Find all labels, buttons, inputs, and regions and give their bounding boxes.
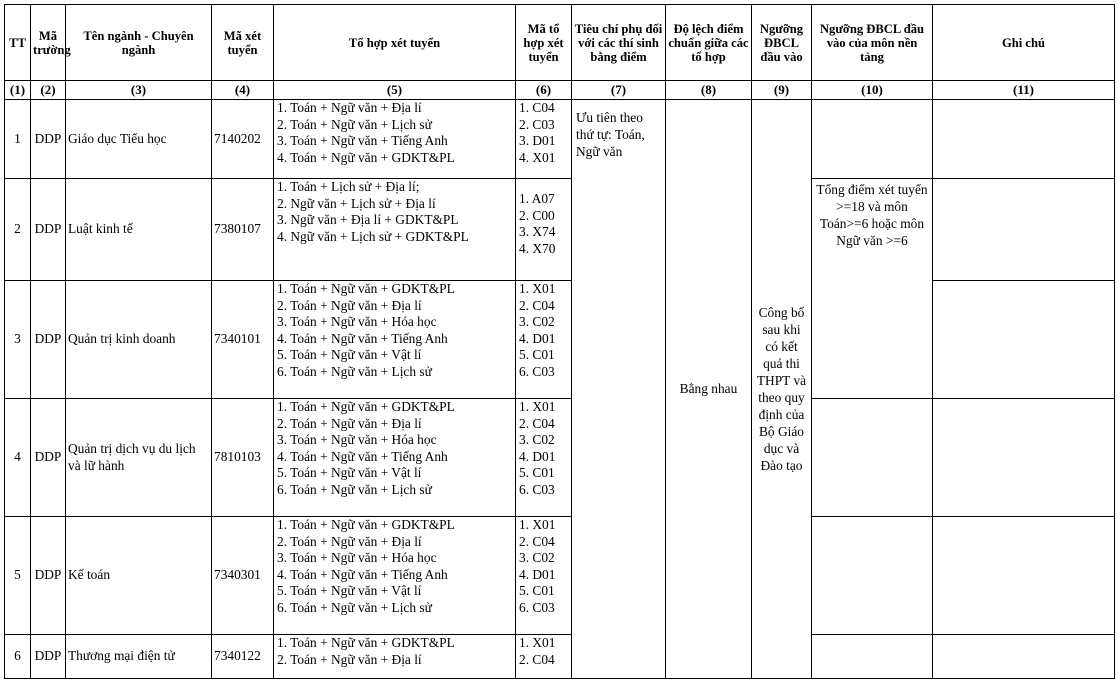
combo-code: 3. X74	[519, 224, 556, 239]
colnum: (1)	[5, 81, 31, 100]
row-code: 7380107	[212, 179, 274, 281]
table-row	[5, 281, 1115, 399]
row-code: 7810103	[212, 399, 274, 517]
row-major: Thương mại điện tử	[66, 635, 212, 679]
combo-code: 4. D01	[519, 330, 556, 346]
combo-code: 1. X01	[519, 635, 556, 650]
row-code: 7340101	[212, 281, 274, 399]
combo-code: 1. A07	[519, 191, 555, 206]
row-school: DDP	[31, 517, 66, 635]
row-school: DDP	[31, 100, 66, 179]
colnum: (5)	[274, 81, 516, 100]
row-major: Giáo dục Tiểu học	[66, 100, 212, 179]
row-school: DDP	[31, 635, 66, 679]
table-row	[5, 179, 1115, 281]
combo-code: 2. C04	[519, 651, 555, 667]
colnum: (8)	[666, 81, 752, 100]
row-combo-codes	[516, 100, 572, 179]
combo-item: 5. Toán + Ngữ văn + Vật lí	[277, 465, 422, 480]
row-tt: 2	[5, 179, 31, 281]
combo-item: 1. Toán + Lịch sử + Địa lí;	[277, 179, 420, 194]
combo-item: 4. Toán + Ngữ văn + Tiếng Anh	[277, 448, 448, 464]
row-combo-codes	[516, 517, 572, 635]
deviation-text: Bằng nhau	[679, 380, 738, 396]
table-row	[5, 635, 1115, 679]
row-combo-codes	[516, 281, 572, 399]
notes-cell	[933, 100, 1115, 179]
colnum: (11)	[933, 81, 1115, 100]
combo-item: 1. Toán + Ngữ văn + GDKT&PL	[277, 281, 455, 296]
colnum: (9)	[752, 81, 812, 100]
combo-code: 2. C04	[519, 297, 555, 313]
combo-item: 2. Toán + Ngữ văn + Địa lí	[277, 415, 422, 431]
combo-item: 5. Toán + Ngữ văn + Vật lí	[277, 583, 422, 598]
combo-code: 5. C01	[519, 583, 555, 598]
row-tt: 6	[5, 635, 31, 679]
foundation-threshold-cell	[812, 517, 933, 635]
combo-item: 4. Toán + Ngữ văn + Tiếng Anh	[277, 330, 448, 346]
combo-item: 2. Toán + Ngữ văn + Lịch sử	[277, 116, 432, 132]
row-school: DDP	[31, 281, 66, 399]
row-combos	[274, 100, 516, 179]
row-major: Kế toán	[66, 517, 212, 635]
colnum: (6)	[516, 81, 572, 100]
combo-item: 3. Toán + Ngữ văn + Tiếng Anh	[277, 133, 448, 148]
row-combos	[274, 399, 516, 517]
combo-code: 3. C02	[519, 314, 555, 329]
combo-code: 1. X01	[519, 281, 556, 296]
combo-item: 6. Toán + Ngữ văn + Lịch sử	[277, 363, 432, 379]
combo-code: 6. C03	[519, 481, 555, 497]
combo-item: 1. Toán + Ngữ văn + Địa lí	[277, 100, 422, 115]
header-entry-threshold: Ngưỡng ĐBCL đầu vào	[752, 5, 812, 81]
combo-code: 1. X01	[519, 399, 556, 414]
entry-threshold-cell	[752, 100, 812, 679]
notes-cell	[933, 281, 1115, 399]
combo-code: 6. C03	[519, 363, 555, 379]
colnum: (3)	[66, 81, 212, 100]
foundation-threshold-cell	[812, 179, 933, 399]
table-row	[5, 399, 1115, 517]
combo-item: 1. Toán + Ngữ văn + GDKT&PL	[277, 399, 455, 414]
row-code: 7340301	[212, 517, 274, 635]
table-row	[5, 517, 1115, 635]
header-foundation-threshold: Ngưỡng ĐBCL đầu vào của môn nền tảng	[812, 5, 933, 81]
header-score-deviation: Độ lệch điểm chuẩn giữa các tổ hợp	[666, 5, 752, 81]
colnum: (4)	[212, 81, 274, 100]
combo-item: 2. Ngữ văn + Lịch sử + Địa lí	[277, 195, 436, 211]
table-row	[5, 100, 1115, 179]
combo-item: 4. Toán + Ngữ văn + Tiếng Anh	[277, 566, 448, 582]
combo-code: 3. D01	[519, 133, 556, 148]
header-tiebreak-criteria: Tiêu chí phụ đối với các thí sinh bằng điểm	[572, 5, 666, 81]
row-code: 7140202	[212, 100, 274, 179]
combo-code: 6. C03	[519, 599, 555, 615]
colnum: (10)	[812, 81, 933, 100]
foundation-threshold-text: Tổng điểm xét tuyển >=18 và môn Toán>=6 hoặc môn Ngữ văn >=6	[816, 182, 928, 248]
notes-cell	[933, 179, 1115, 281]
header-school-code: Mã trường	[31, 5, 66, 81]
row-code: 7340122	[212, 635, 274, 679]
tiebreak-criteria-cell	[572, 100, 666, 679]
combo-item: 3. Toán + Ngữ văn + Hóa học	[277, 432, 437, 447]
combo-item: 2. Toán + Ngữ văn + Địa lí	[277, 297, 422, 313]
foundation-threshold-cell	[812, 399, 933, 517]
row-combos	[274, 635, 516, 679]
row-school: DDP	[31, 179, 66, 281]
combo-item: 3. Toán + Ngữ văn + Hóa học	[277, 314, 437, 329]
notes-cell	[933, 517, 1115, 635]
row-major: Luật kinh tế	[66, 179, 212, 281]
row-combos	[274, 281, 516, 399]
colnum: (7)	[572, 81, 666, 100]
row-combos	[274, 517, 516, 635]
notes-cell	[933, 635, 1115, 679]
combo-item: 6. Toán + Ngữ văn + Lịch sử	[277, 481, 432, 497]
header-combo-codes: Mã tổ hợp xét tuyển	[516, 5, 572, 81]
row-tt: 5	[5, 517, 31, 635]
combo-code: 3. C02	[519, 432, 555, 447]
row-combos	[274, 179, 516, 281]
combo-code: 5. C01	[519, 347, 555, 362]
combo-code: 2. C03	[519, 116, 555, 132]
combo-item: 2. Toán + Ngữ văn + Địa lí	[277, 533, 422, 549]
combo-code: 5. C01	[519, 465, 555, 480]
admission-table	[4, 4, 1115, 679]
row-tt: 4	[5, 399, 31, 517]
row-tt: 3	[5, 281, 31, 399]
header-notes: Ghi chú	[933, 5, 1115, 81]
colnum: (2)	[31, 81, 66, 100]
row-major: Quản trị kinh doanh	[66, 281, 212, 399]
combo-code: 4. D01	[519, 566, 556, 582]
combo-item: 3. Ngữ văn + Địa lí + GDKT&PL	[277, 212, 459, 227]
header-admission-code: Mã xét tuyển	[212, 5, 274, 81]
column-number-row	[5, 81, 1115, 100]
row-combo-codes	[516, 635, 572, 679]
combo-item: 6. Toán + Ngữ văn + Lịch sử	[277, 599, 432, 615]
combo-code: 4. D01	[519, 448, 556, 464]
combo-code: 4. X01	[519, 149, 556, 165]
header-row	[5, 5, 1115, 81]
combo-code: 2. C04	[519, 415, 555, 431]
combo-item: 4. Ngữ văn + Lịch sử + GDKT&PL	[277, 228, 469, 244]
combo-code: 2. C00	[519, 207, 555, 223]
combo-item: 4. Toán + Ngữ văn + GDKT&PL	[277, 149, 455, 165]
header-subject-combos: Tổ hợp xét tuyển	[274, 5, 516, 81]
row-combo-codes	[516, 399, 572, 517]
deviation-cell	[666, 100, 752, 679]
combo-code: 4. X70	[519, 240, 556, 256]
tiebreak-criteria-text: Ưu tiên theo thứ tự: Toán, Ngữ văn	[576, 110, 645, 159]
combo-item: 2. Toán + Ngữ văn + Địa lí	[277, 651, 422, 667]
combo-code: 3. C02	[519, 550, 555, 565]
header-major-name: Tên ngành - Chuyên ngành	[66, 5, 212, 81]
combo-code: 1. X01	[519, 517, 556, 532]
foundation-threshold-cell	[812, 100, 933, 179]
combo-item: 1. Toán + Ngữ văn + GDKT&PL	[277, 635, 455, 650]
row-combo-codes	[516, 179, 572, 281]
notes-cell	[933, 399, 1115, 517]
combo-item: 5. Toán + Ngữ văn + Vật lí	[277, 347, 422, 362]
row-tt: 1	[5, 100, 31, 179]
row-major: Quản trị dịch vụ du lịch và lữ hành	[66, 399, 212, 517]
combo-code: 2. C04	[519, 533, 555, 549]
foundation-threshold-cell	[812, 635, 933, 679]
entry-threshold-text: Công bố sau khi có kết quả thi THPT và theo quy định của Bộ Giáo dục và Đào tạo	[756, 305, 807, 473]
header-tt: TT	[5, 5, 31, 81]
row-school: DDP	[31, 399, 66, 517]
combo-item: 1. Toán + Ngữ văn + GDKT&PL	[277, 517, 455, 532]
combo-code: 1. C04	[519, 100, 555, 115]
combo-item: 3. Toán + Ngữ văn + Hóa học	[277, 550, 437, 565]
